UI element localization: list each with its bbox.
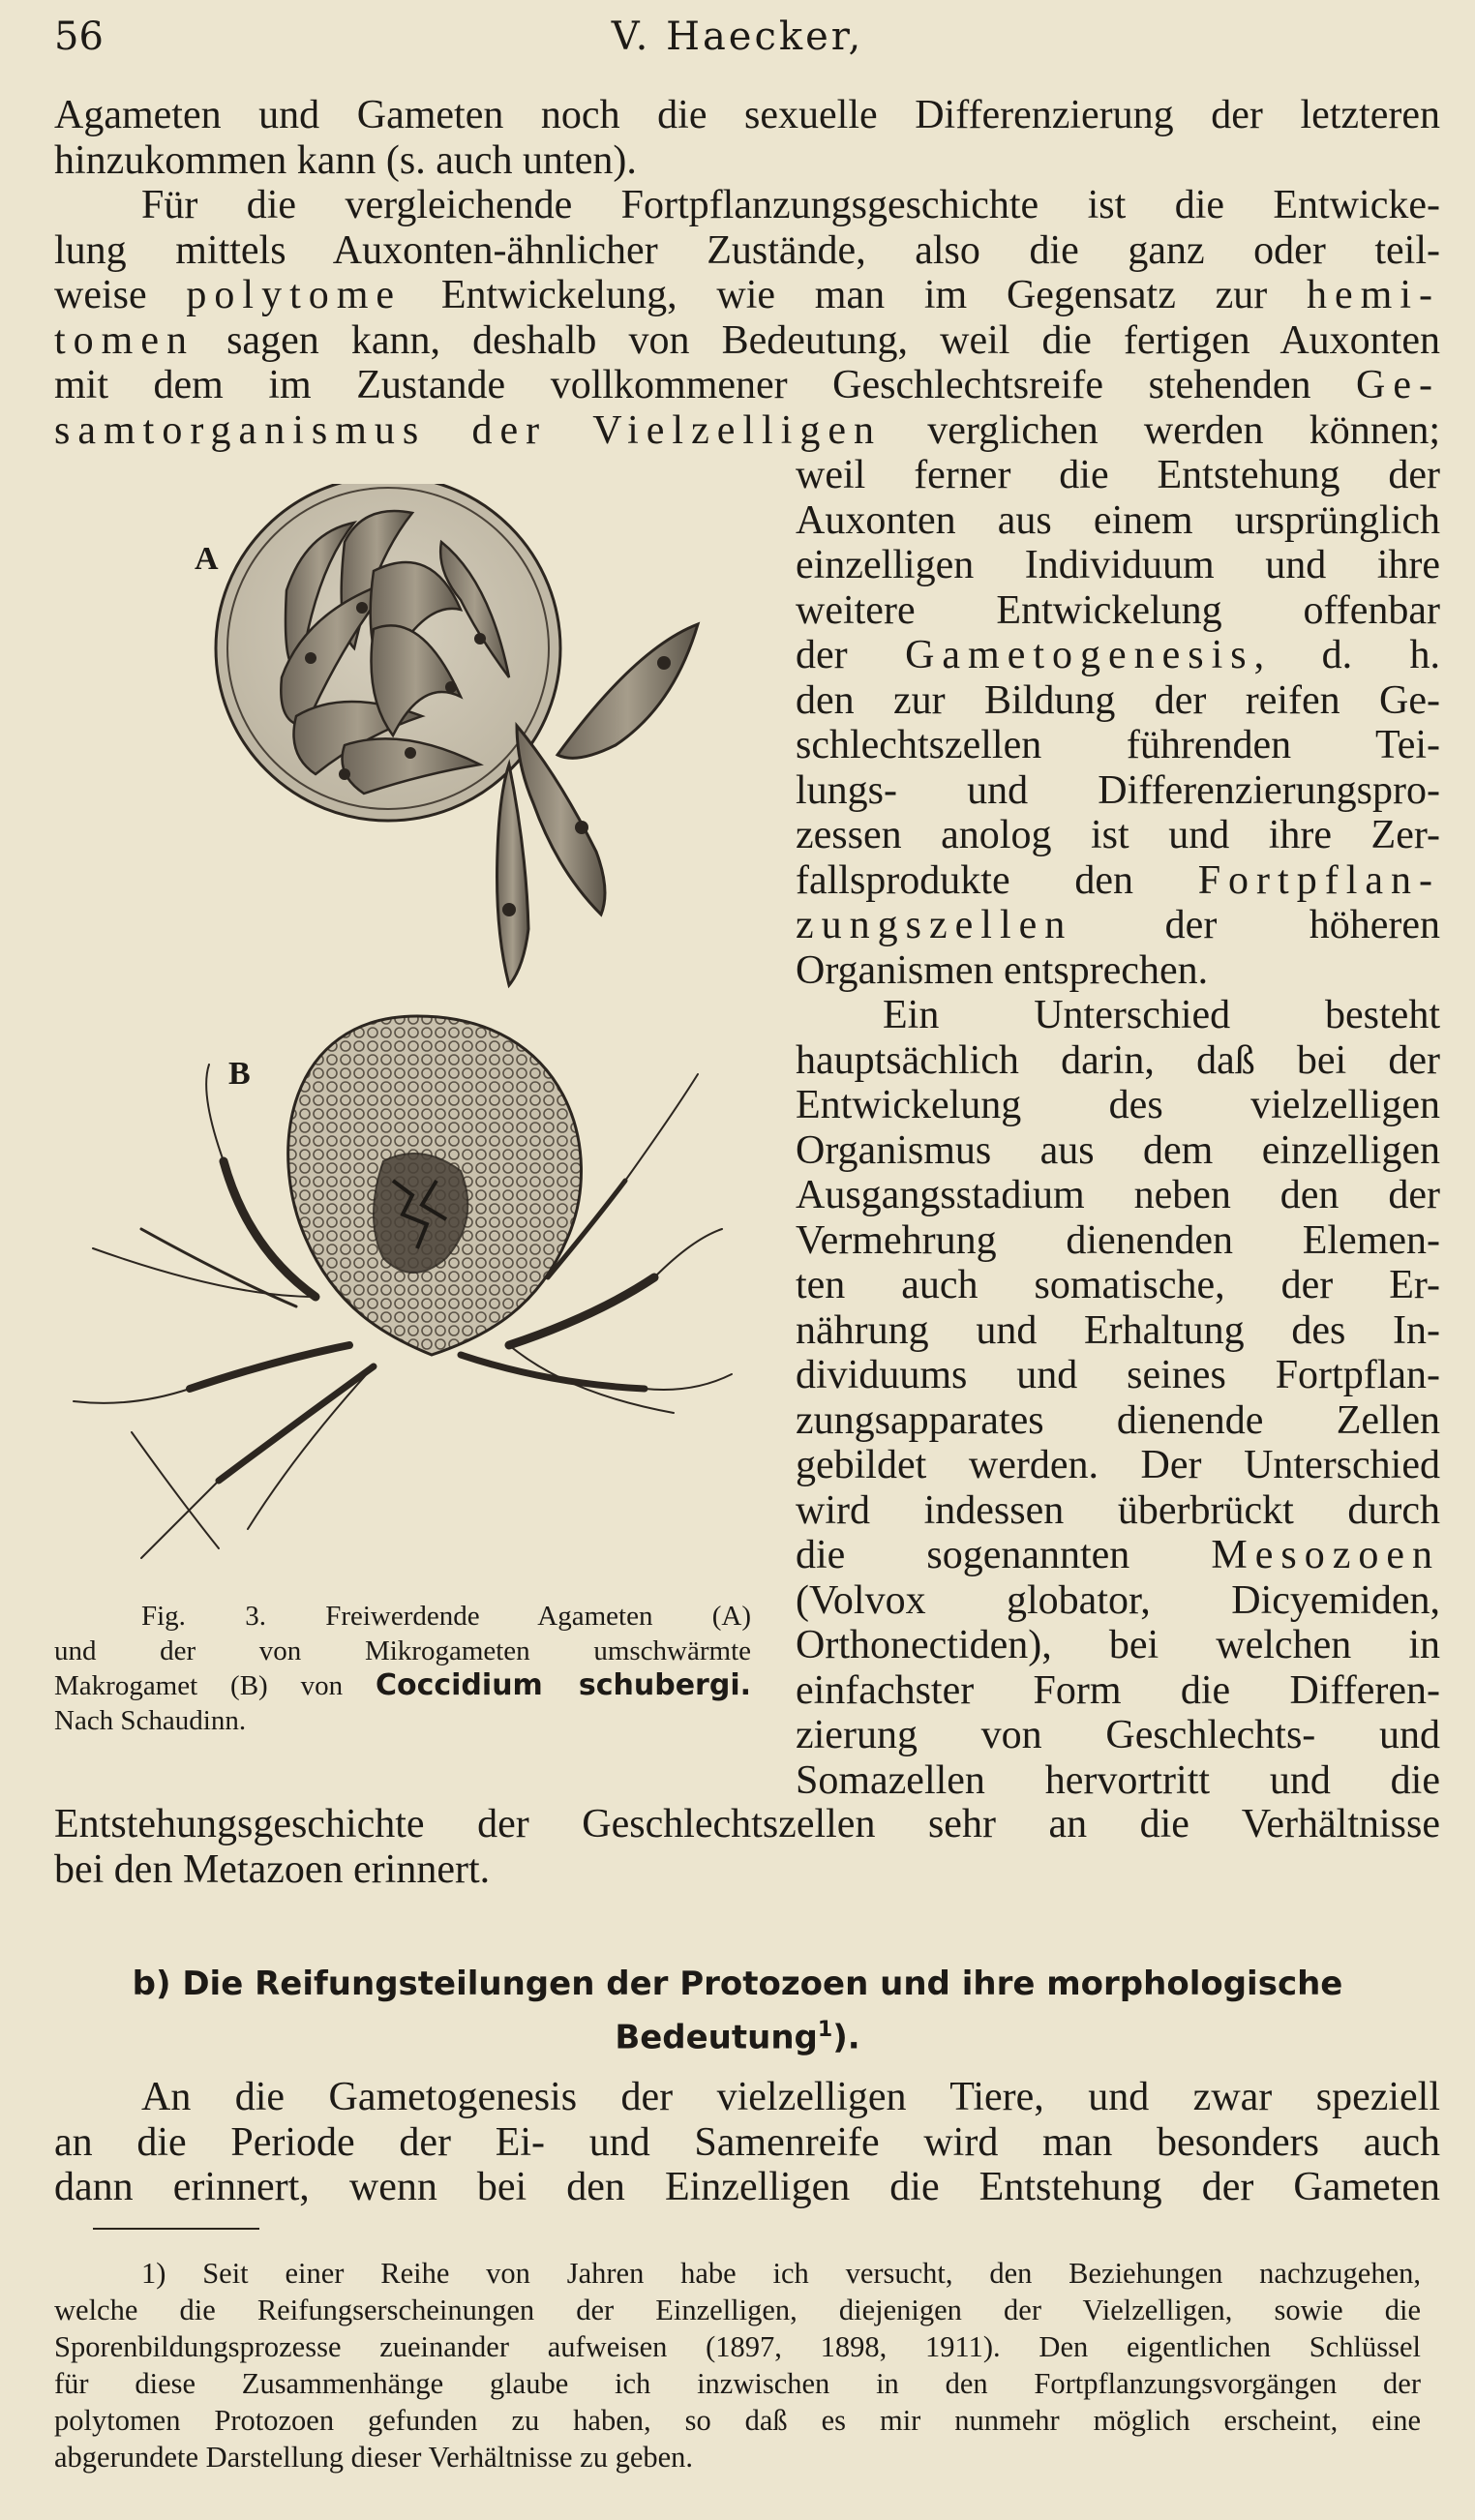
- text-line: weil ferner die Entstehung der: [796, 453, 1440, 497]
- text-line: Vermehrung dienenden Elemen-: [796, 1217, 1440, 1263]
- caption-text: Makrogamet (B) von: [54, 1670, 344, 1701]
- body-text-top: [54, 93, 1440, 453]
- page-number: 56: [54, 15, 104, 59]
- caption-line: [54, 1668, 751, 1703]
- caption-line: und der von Mikrogameten umschwärmte: [54, 1635, 751, 1666]
- footnote-line: polytomen Protozoen gefunden zu haben, so daß es mir nunmehr möglich erscheint, eine: [54, 2404, 1421, 2437]
- footnote-line: für diese Zusammenhänge glaube ich inzwischen in den Fortpflanzungsvorgängen der: [54, 2367, 1421, 2400]
- text-line: zungsapparates dienende Zellen: [796, 1397, 1440, 1443]
- running-head: V. Haecker,: [611, 15, 864, 59]
- text-line: bei den Metazoen erinnert.: [54, 1846, 491, 1892]
- caption-line: Nach Schaudinn.: [54, 1705, 247, 1736]
- text-line: Entwickelung des vielzelligen: [796, 1083, 1440, 1127]
- text-line: Für die vergleichende Fortpflanzungsgeschichte ist die Entwicke-: [141, 183, 1440, 227]
- text-line: einfachster Form die Differen-: [796, 1667, 1440, 1713]
- text-line: weise polytome Entwickelung, wie man im Gegensatz zur hemi-: [54, 273, 1440, 317]
- text-line: dann erinnert, wenn bei den Einzelligen die Entstehung der Gameten: [54, 2165, 1440, 2209]
- text-line: zessen anolog ist und ihre Zer-: [796, 813, 1440, 857]
- text-line: Ausgangsstadium neben den der: [796, 1173, 1440, 1217]
- footnote-marker: 1: [817, 2018, 833, 2042]
- caption-line: Fig. 3. Freiwerdende Agameten (A): [141, 1601, 751, 1632]
- text-line: mit dem im Zustande vollkommener Geschlechtsreife stehenden Ge-: [54, 363, 1440, 407]
- species-name: Coccidium schubergi.: [375, 1668, 751, 1702]
- text-line: die sogenannten Mesozoen: [796, 1533, 1440, 1577]
- page-header: [54, 8, 1421, 66]
- text-line: Agameten und Gameten noch die sexuelle Differenzierung der letzteren: [54, 93, 1440, 137]
- text-line: gebildet werden. Der Unterschied: [796, 1443, 1440, 1487]
- body-text-continuation: [54, 1802, 1440, 1892]
- section-heading-line1: b) Die Reifungsteilungen der Protozoen und ihre morphologische: [132, 1965, 1343, 2003]
- text-line: Ein Unterschied besteht: [883, 993, 1440, 1037]
- text-line: nährung und Erhaltung des In-: [796, 1307, 1440, 1353]
- text-line: fallsprodukte den Fortpflan-: [796, 857, 1440, 903]
- text-line: an die Periode der Ei- und Samenreife wird man besonders auch: [54, 2119, 1440, 2165]
- figure-3: [54, 484, 761, 1597]
- macrogamete: [288, 1016, 582, 1355]
- text-line: lungs- und Differenzierungspro-: [796, 767, 1440, 813]
- figure-illustration: [54, 484, 761, 1597]
- text-line: An die Gametogenesis der vielzelligen Tiere, und zwar speziell: [141, 2075, 1440, 2119]
- footnote-line: abgerundete Darstellung dieser Verhältnisse zu geben.: [54, 2441, 694, 2474]
- text-line: samtorganismus der Vielzelligen verglichen werden können;: [54, 407, 1441, 453]
- text-line: hauptsächlich darin, daß bei der: [796, 1037, 1440, 1083]
- text-line: schlechtszellen führenden Tei-: [796, 723, 1440, 767]
- text-line: Organismus aus dem einzelligen: [796, 1127, 1440, 1173]
- text-line: Organismen entsprechen.: [796, 947, 1209, 993]
- text-line: wird indessen überbrückt durch: [796, 1487, 1440, 1533]
- text-line: Auxonten aus einem ursprünglich: [796, 497, 1440, 543]
- section-heading: [54, 1961, 1421, 2060]
- footnote: [54, 2255, 1421, 2475]
- body-text-right-column: [796, 453, 1440, 1803]
- footnote-divider: [93, 2228, 259, 2230]
- text-line: Somazellen hervortritt und die: [796, 1757, 1440, 1803]
- text-line: der Gametogenesis, d. h.: [796, 633, 1440, 677]
- footnote-line: welche die Reifungserscheinungen der Einzelligen, diejenigen der Vielzelligen, sowie die: [54, 2294, 1421, 2326]
- footnote-line: 1) Seit einer Reihe von Jahren habe ich versucht, den Beziehungen nachzugehen,: [141, 2257, 1421, 2290]
- text-line: (Volvox globator, Dicyemiden,: [796, 1577, 1440, 1623]
- text-line: den zur Bildung der reifen Ge-: [796, 677, 1440, 723]
- section-heading-word: Bedeutung: [615, 2018, 818, 2057]
- footnote-line: Sporenbildungsprozesse zueinander aufweisen (1897, 1898, 1911). Den eigentlichen Schlüssel: [54, 2330, 1421, 2363]
- section-heading-line2: [54, 2007, 1421, 2060]
- figure-label-a: A: [195, 541, 219, 577]
- text-line: Orthonectiden), bei welchen in: [796, 1623, 1440, 1667]
- text-line: zierung von Geschlechts- und: [796, 1713, 1440, 1757]
- text-line: tomen sagen kann, deshalb von Bedeutung, weil die fertigen Auxonten: [54, 317, 1440, 363]
- text-line: dividuums und seines Fortpflan-: [796, 1353, 1440, 1397]
- text-line: lung mittels Auxonten-ähnlicher Zustände, also die ganz oder teil-: [54, 227, 1440, 273]
- text-line: einzelligen Individuum und ihre: [796, 543, 1440, 587]
- section-heading-end: ).: [832, 2018, 860, 2057]
- body-text-section: [54, 2075, 1440, 2210]
- figure-caption: [54, 1599, 751, 1738]
- text-line: zungszellen der höheren: [796, 903, 1440, 947]
- text-line: weitere Entwickelung offenbar: [796, 587, 1440, 633]
- text-line: hinzukommen kann (s. auch unten).: [54, 137, 637, 183]
- figure-label-b: B: [228, 1056, 251, 1092]
- text-line: Entstehungsgeschichte der Geschlechtszellen sehr an die Verhältnisse: [54, 1802, 1440, 1846]
- text-line: ten auch somatische, der Er-: [796, 1263, 1440, 1307]
